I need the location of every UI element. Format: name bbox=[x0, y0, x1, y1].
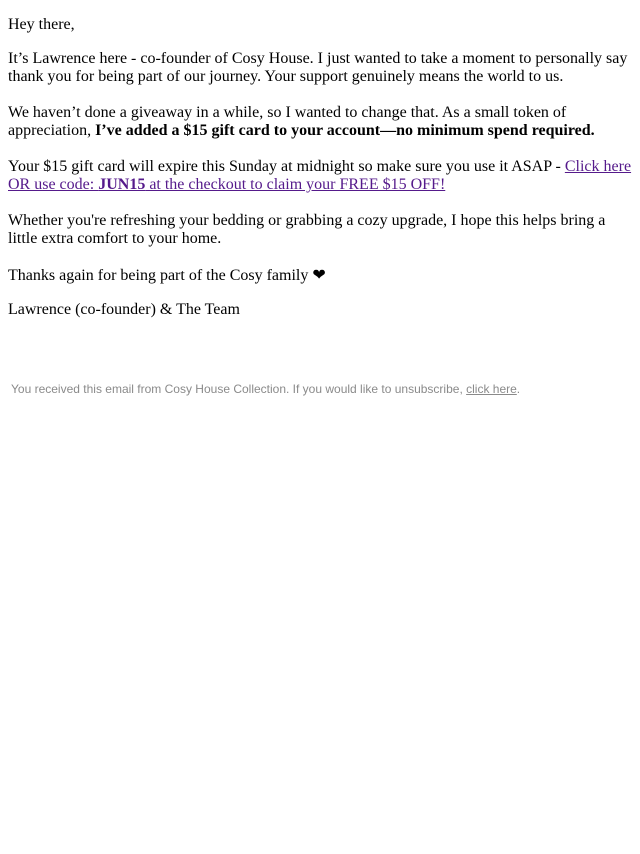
email-footer bbox=[11, 381, 520, 397]
intro-paragraph: It’s Lawrence here - co-founder of Cosy House. I just wanted to take a moment to personally say thank you for being part of our journey. Your support genuinely means the world to us. bbox=[8, 50, 628, 85]
claim-link-tail: at the checkout to claim your FREE $15 OFF! bbox=[145, 176, 446, 193]
wish-paragraph: Whether you're refreshing your bedding or grabbing a cozy upgrade, I hope this helps bring a little extra comfort to your home. bbox=[8, 212, 606, 247]
greeting-text: Hey there, bbox=[8, 16, 75, 33]
footer-end: . bbox=[516, 382, 521, 396]
footer-text: You received this email from Cosy House Collection. If you would like to unsubscribe, bbox=[11, 382, 467, 396]
discount-code: JUN15 bbox=[98, 176, 146, 193]
giveaway-text: We haven’t done a giveaway in a while, so I wanted to change that. As a small token of appreciation, bbox=[8, 104, 567, 139]
giveaway-paragraph bbox=[8, 104, 632, 140]
gift-card-highlight: I’ve added a $15 gift card to your account—no minimum spend required. bbox=[95, 122, 595, 139]
expiry-paragraph bbox=[8, 158, 632, 194]
signature-text: Lawrence (co-founder) & The Team bbox=[8, 301, 240, 318]
claim-link-text: Click here OR use code: bbox=[8, 158, 632, 193]
expiry-text: Your $15 gift card will expire this Sunday at midnight so make sure you use it ASAP - bbox=[8, 158, 565, 175]
email-content bbox=[0, 0, 640, 319]
thanks-paragraph: Thanks again for being part of the Cosy family ❤ bbox=[8, 267, 326, 284]
unsubscribe-link[interactable]: click here bbox=[466, 382, 517, 396]
